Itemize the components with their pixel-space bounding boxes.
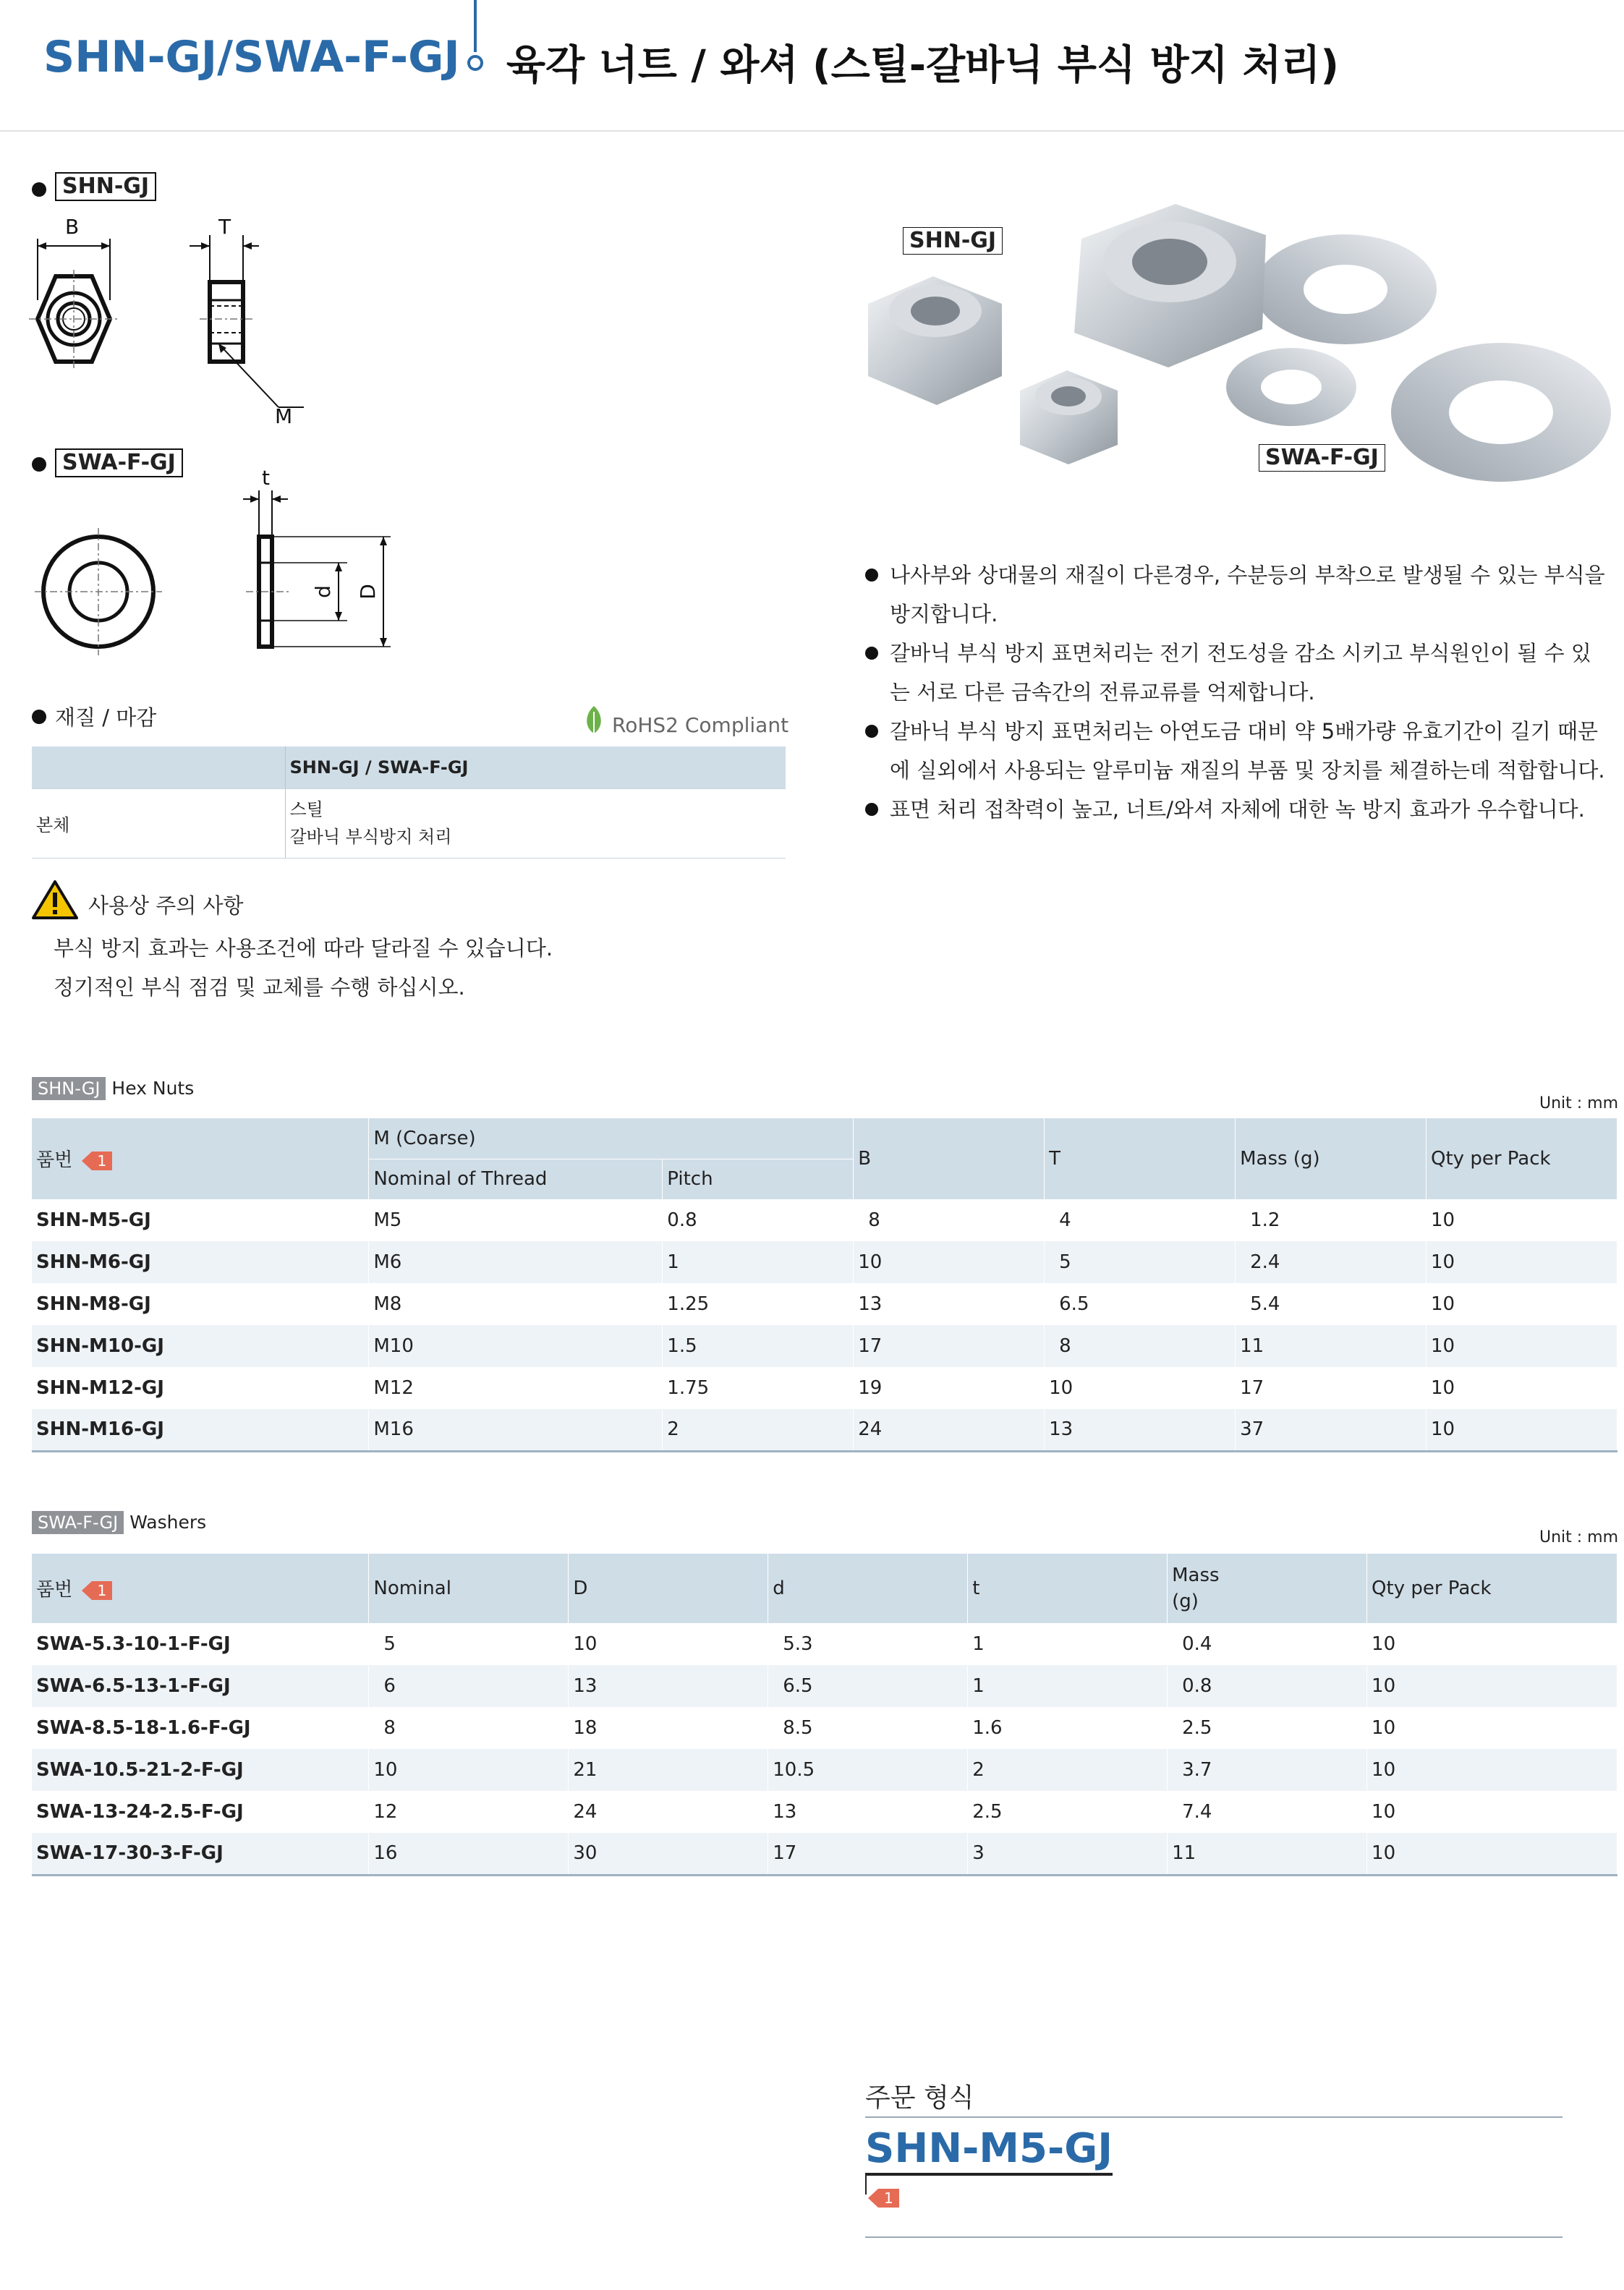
- photo-nut-label: SHN-GJ: [903, 227, 1003, 255]
- material-table-header: [32, 746, 786, 788]
- material-col-header: SHN-GJ / SWA-F-GJ: [285, 746, 786, 788]
- caution-line: 정기적인 부식 점검 및 교체를 수행 하십시오.: [54, 975, 465, 1000]
- feature-item: 갈바닉 부식 방지 표면처리는 아연도금 대비 약 5배가량 유효기간이 길기 때문에 실외에서 사용되는 알루미늄 재질의 부품 및 장치를 체결하는데 적합합니다.: [865, 712, 1610, 790]
- col-inner-d: d: [768, 1554, 968, 1623]
- col-mass: Mass (g): [1168, 1554, 1367, 1623]
- col-nominal: Nominal: [369, 1554, 569, 1623]
- header-title: 육각 너트 / 와셔 (스틸-갈바닉 부식 방지 처리): [506, 42, 1339, 89]
- col-thickness: t: [968, 1554, 1168, 1623]
- bullet-icon: [32, 182, 46, 197]
- warning-icon: [32, 880, 78, 920]
- table-row: SHN-M16-GJ M16 2 24 13 37 10: [32, 1409, 1617, 1451]
- material-table: [32, 746, 786, 859]
- washers-table-title: Washers: [129, 1512, 207, 1533]
- col-part-number: 품번 1: [32, 1118, 369, 1199]
- col-t: T: [1045, 1118, 1236, 1199]
- order-badge-icon: 1: [82, 1581, 113, 1600]
- nut-drawing-label: SHN-GJ: [55, 172, 156, 201]
- dim-d-small-label: d: [311, 585, 335, 598]
- header-rule: [0, 130, 1624, 132]
- material-row-value: 스틸: [289, 799, 323, 820]
- dim-d-large-label: D: [356, 584, 380, 600]
- nuts-table-caption: [32, 1077, 194, 1100]
- dim-t-label: T: [218, 215, 231, 239]
- feature-item: 표면 처리 접착력이 높고, 너트/와셔 자체에 대한 녹 방지 효과가 우수합니다.: [865, 790, 1610, 829]
- material-row: [32, 788, 786, 858]
- material-row-label: 본체: [32, 788, 285, 858]
- col-pitch: Pitch: [663, 1159, 854, 1199]
- header-code: SHN-GJ/SWA-F-GJ: [43, 32, 460, 82]
- order-badge-icon: 1: [868, 2189, 899, 2208]
- feature-item: 갈바닉 부식 방지 표면처리는 전기 전도성을 감소 시키고 부식원인이 될 수 있는 서로 다른 금속간의 전류교류를 억제합니다.: [865, 634, 1610, 712]
- washers-table: [32, 1554, 1617, 1876]
- col-qty: Qty per Pack: [1367, 1554, 1617, 1623]
- dim-t-small-label: t: [262, 466, 270, 490]
- table-row: SWA-17-30-3-F-GJ 16 30 17 3 11 10: [32, 1833, 1617, 1875]
- dim-m-label: M: [275, 404, 293, 428]
- order-rule-top: [865, 2116, 1563, 2118]
- order-heading: 주문 형식: [865, 2083, 974, 2113]
- col-part-number: 품번 1: [32, 1554, 369, 1623]
- nuts-table-tag: SHN-GJ: [32, 1077, 106, 1100]
- washers-unit: Unit : mm: [1539, 1528, 1619, 1546]
- material-row-finish: 갈바닉 부식방지 처리: [289, 827, 452, 847]
- col-nominal-thread: Nominal of Thread: [369, 1159, 663, 1199]
- washer-drawing: [29, 463, 405, 658]
- order-example: SHN-M5-GJ: [865, 2125, 1113, 2176]
- order-badge-icon: 1: [82, 1152, 113, 1170]
- table-row: SHN-M5-GJ M5 0.8 8 4 1.2 10: [32, 1199, 1617, 1241]
- rohs-label: RoHS2 Compliant: [612, 713, 789, 737]
- table-row: SWA-10.5-21-2-F-GJ 10 21 10.5 2 3.7 10: [32, 1749, 1617, 1791]
- table-row: SHN-M6-GJ M6 1 10 5 2.4 10: [32, 1241, 1617, 1283]
- washer-drawing-label: SWA-F-GJ: [55, 448, 183, 477]
- table-row: SWA-8.5-18-1.6-F-GJ 8 18 8.5 1.6 2.5 10: [32, 1707, 1617, 1749]
- nut-drawing: [29, 213, 304, 430]
- col-outer-d: D: [569, 1554, 768, 1623]
- feature-item: 나사부와 상대물의 재질이 다른경우, 수분등의 부착으로 발생될 수 있는 부식을 방지합니다.: [865, 556, 1610, 634]
- table-row: SWA-6.5-13-1-F-GJ 6 13 6.5 1 0.8 10: [32, 1665, 1617, 1707]
- col-qty: Qty per Pack: [1427, 1118, 1617, 1199]
- material-heading: 재질 / 마감: [55, 705, 157, 730]
- bullet-icon: [32, 710, 46, 724]
- table-row: SHN-M10-GJ M10 1.5 17 8 11 10: [32, 1325, 1617, 1367]
- nuts-table-title: Hex Nuts: [111, 1078, 195, 1099]
- header-divider-line: [474, 0, 477, 52]
- table-row: SHN-M8-GJ M8 1.25 13 6.5 5.4 10: [32, 1283, 1617, 1325]
- leaf-icon: [583, 705, 605, 738]
- table-row: SWA-5.3-10-1-F-GJ 5 10 5.3 1 0.4 10: [32, 1623, 1617, 1665]
- header-dot-icon: [467, 55, 483, 71]
- col-b: B: [854, 1118, 1045, 1199]
- col-m-coarse: M (Coarse): [369, 1118, 854, 1159]
- feature-list: [865, 556, 1610, 829]
- caution-body: [54, 929, 553, 1007]
- nuts-table: [32, 1118, 1617, 1452]
- order-pointer-line: [865, 2176, 867, 2195]
- caution-title: 사용상 주의 사항: [88, 893, 244, 918]
- table-row: SHN-M12-GJ M12 1.75 19 10 17 10: [32, 1367, 1617, 1409]
- washers-table-tag: SWA-F-GJ: [32, 1511, 124, 1534]
- col-mass: Mass (g): [1236, 1118, 1427, 1199]
- nuts-unit: Unit : mm: [1539, 1094, 1619, 1112]
- photo-washer-label: SWA-F-GJ: [1259, 444, 1385, 472]
- washers-table-caption: [32, 1511, 206, 1534]
- table-row: SWA-13-24-2.5-F-GJ 12 24 13 2.5 7.4 10: [32, 1791, 1617, 1833]
- dim-b-label: B: [65, 215, 80, 239]
- order-rule-bottom: [865, 2236, 1563, 2238]
- caution-line: 부식 방지 효과는 사용조건에 따라 달라질 수 있습니다.: [54, 936, 553, 961]
